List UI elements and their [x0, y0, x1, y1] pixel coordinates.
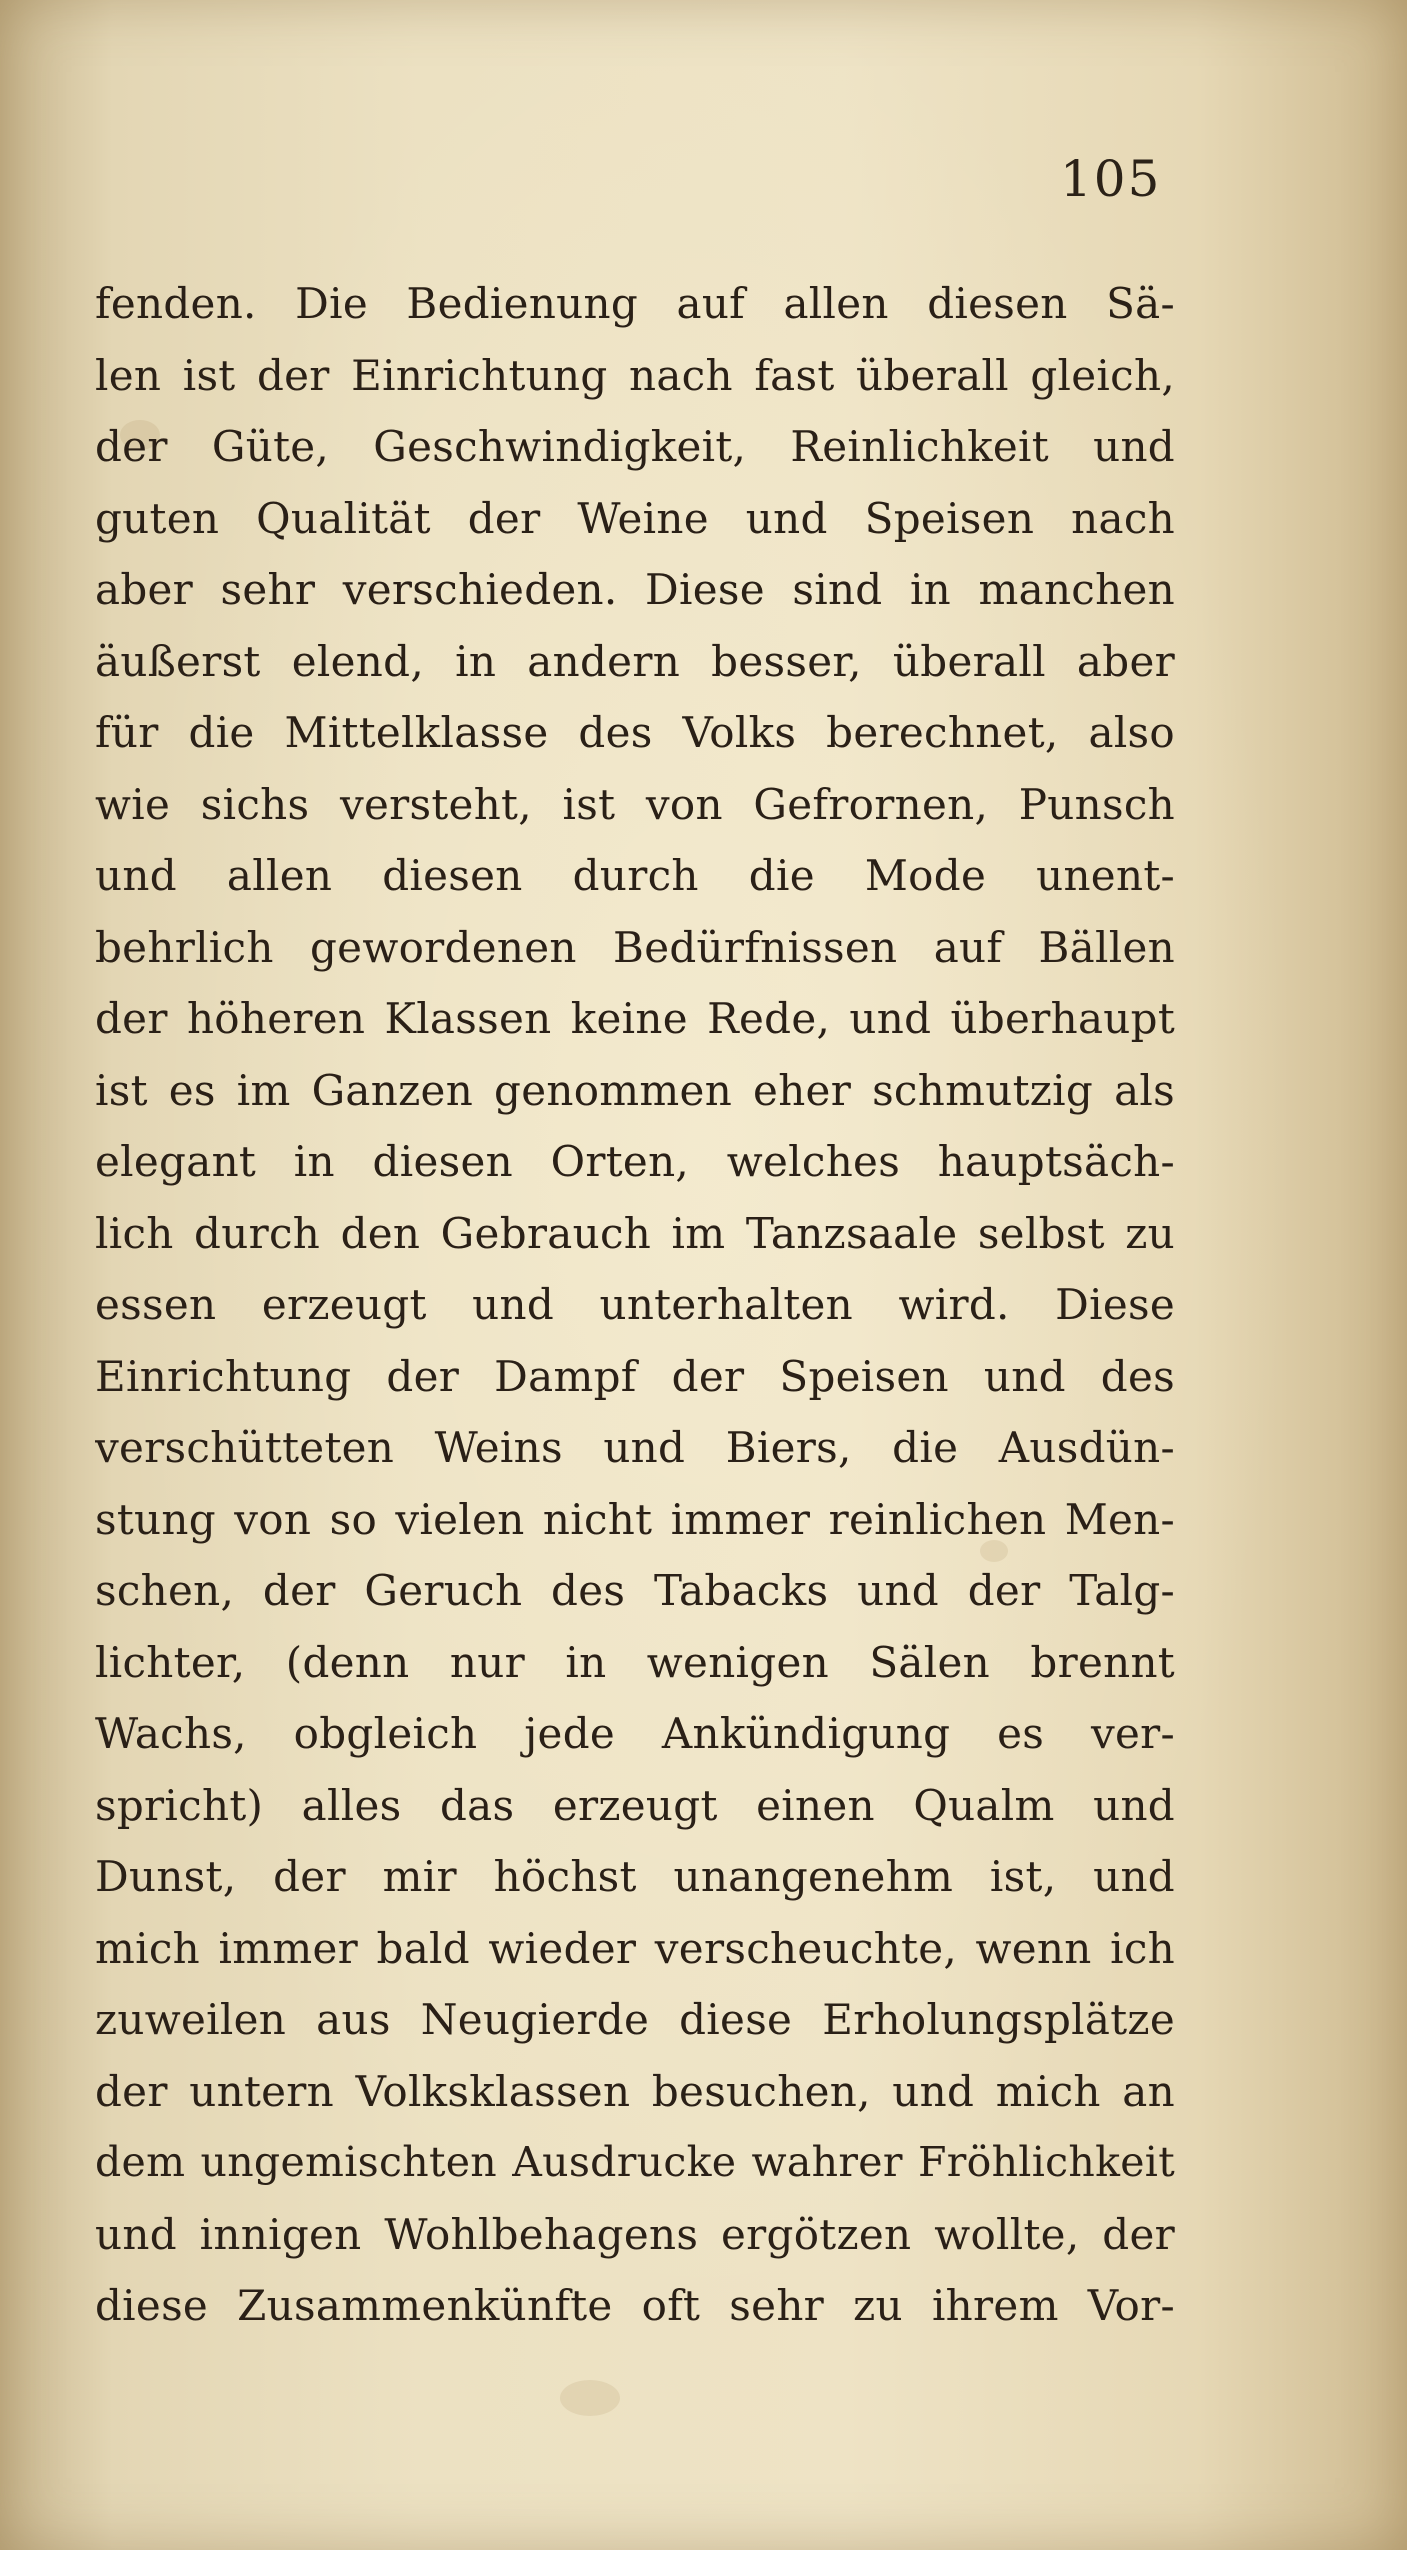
text-line: der untern Volksklassen besuchen, und mich an — [95, 2066, 1175, 2116]
text-line: behrlich gewordenen Bedürfnissen auf Bällen — [95, 922, 1175, 972]
text-line: und innigen Wohlbehagens ergötzen wollte, der — [95, 2209, 1175, 2259]
text-line: schen, der Geruch des Tabacks und der Talg- — [95, 1566, 1175, 1615]
text-line: wie sichs versteht, ist von Gefrornen, Punsch — [95, 779, 1175, 829]
text-line: Einrichtung der Dampf der Speisen und des — [95, 1351, 1175, 1401]
text-line: und allen diesen durch die Mode unent- — [95, 851, 1175, 900]
page-number: 105 — [1060, 150, 1162, 208]
text-line: zuweilen aus Neugierde diese Erholungsplätze — [95, 1995, 1175, 2044]
text-line: elegant in diesen Orten, welches hauptsäch- — [95, 1137, 1175, 1186]
text-line: lichter, (denn nur in wenigen Sälen brennt — [95, 1637, 1175, 1687]
text-line: der Güte, Geschwindigkeit, Reinlichkeit und — [95, 422, 1175, 471]
text-line: verschütteten Weins und Biers, die Ausdün- — [95, 1423, 1175, 1472]
text-line: guten Qualität der Weine und Speisen nach — [95, 493, 1175, 543]
text-line: Dunst, der mir höchst unangenehm ist, und — [95, 1852, 1175, 1901]
text-line: für die Mittelklasse des Volks berechnet, also — [95, 708, 1175, 757]
text-line: ist es im Ganzen genommen eher schmutzig als — [95, 1065, 1175, 1115]
text-line: diese Zusammenkünfte oft sehr zu ihrem Vor- — [95, 2281, 1175, 2330]
paper-stain — [560, 2380, 620, 2416]
body-text — [95, 268, 1175, 2342]
text-line: stung von so vielen nicht immer reinlichen Men- — [95, 1494, 1175, 1544]
text-line: spricht) alles das erzeugt einen Qualm und — [95, 1780, 1175, 1830]
text-line: äußerst elend, in andern besser, überall aber — [95, 636, 1175, 686]
text-line: Wachs, obgleich jede Ankündigung es ver- — [95, 1709, 1175, 1758]
text-line: len ist der Einrichtung nach fast überall gleich, — [95, 350, 1175, 400]
text-line: essen erzeugt und unterhalten wird. Diese — [95, 1280, 1175, 1329]
text-line: aber sehr verschieden. Diese sind in manchen — [95, 565, 1175, 614]
text-line: mich immer bald wieder verscheuchte, wenn ich — [95, 1923, 1175, 1973]
text-line: dem ungemischten Ausdrucke wahrer Fröhlichkeit — [95, 2138, 1175, 2186]
text-line: fenden. Die Bedienung auf allen diesen Sä- — [95, 279, 1175, 328]
text-line: der höheren Klassen keine Rede, und überhaupt — [95, 994, 1175, 1043]
text-line: lich durch den Gebrauch im Tanzsaale selbst zu — [95, 1208, 1175, 1258]
